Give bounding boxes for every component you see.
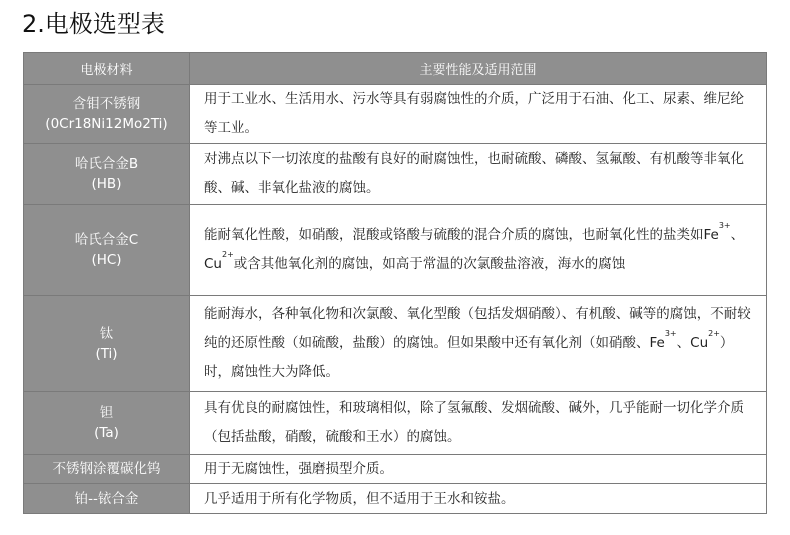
material-name: 含钼不锈钢 [72,96,141,112]
table-row [24,484,767,514]
material-cell [24,144,190,205]
material-name: 不锈钢涂覆碳化钨 [52,461,161,477]
material-cell [24,484,190,514]
description-cell: 具有优良的耐腐蚀性，和玻璃相似，除了氢氟酸、发烟硫酸、碱外，几乎能耐一切化学介质（包括盐酸，硝酸，硫酸和王水）的腐蚀。 [190,392,767,455]
material-code: (0Cr18Ni12Mo2Ti) [45,116,168,132]
material-name: 钽 [99,405,114,421]
description-text: 能耐氧化性酸，如硝酸，混酸或铬酸与硫酸的混合介质的腐蚀，也耐氧化性的盐类如Fe [204,227,719,243]
description-cell: 对沸点以下一切浓度的盐酸有良好的耐腐蚀性，也耐硫酸、磷酸、氢氟酸、有机酸等非氧化酸、碱、非氧化盐液的腐蚀。 [190,144,767,205]
material-cell [24,85,190,144]
description-text: 能耐海水，各种氧化物和次氯酸、氧化型酸（包括发烟硝酸）、有机酸、碱等的腐蚀，不耐较纯的还原性酸（如硫酸，盐酸）的腐蚀。但如果酸中还有氧化剂（如硝酸、Fe [204,306,751,351]
table-row [24,205,767,296]
charge-superscript: 2+ [708,329,720,338]
material-cell [24,392,190,455]
description-cell: 几乎适用于所有化学物质，但不适用于王水和铵盐。 [190,484,767,514]
material-cell [24,205,190,296]
description-cell [190,205,767,296]
material-name: 钛 [99,325,114,342]
description-cell: 用于工业水、生活用水、污水等具有弱腐蚀性的介质，广泛用于石油、化工、尿素、维尼纶等工业。 [190,85,767,144]
table-row [24,392,767,455]
charge-superscript: 2+ [221,250,234,259]
table-header-row [24,53,767,85]
header-material: 电极材料 [24,53,190,85]
description-text: 、Cu [204,227,745,272]
material-name: 铂--铱合金 [74,490,139,507]
material-code: (Ta) [94,425,119,441]
description-cell [190,296,767,392]
material-name: 哈氏合金C [74,232,139,248]
page-title: 2.电极选型表 [22,10,165,38]
material-code: (HC) [91,252,122,268]
material-code: (HB) [91,176,122,192]
table-row [24,296,767,392]
material-cell [24,455,190,484]
material-name: 哈氏合金B [74,156,139,172]
description-text: 、Cu [676,335,709,351]
description-cell: 用于无腐蚀性，强磨损型介质。 [190,455,767,484]
description-text: ）时，腐蚀性大为降低。 [204,335,734,380]
electrode-selection-table [23,52,767,514]
charge-superscript: 3+ [664,329,677,338]
charge-superscript: 3+ [718,221,731,230]
table-row [24,144,767,205]
description-text: 或含其他氧化剂的腐蚀，如高于常温的次氯酸盐溶液，海水的腐蚀 [233,256,626,272]
material-code: (Ti) [95,345,118,362]
table-row [24,85,767,144]
material-cell [24,296,190,392]
table-row [24,455,767,484]
header-performance: 主要性能及适用范围 [190,53,767,85]
